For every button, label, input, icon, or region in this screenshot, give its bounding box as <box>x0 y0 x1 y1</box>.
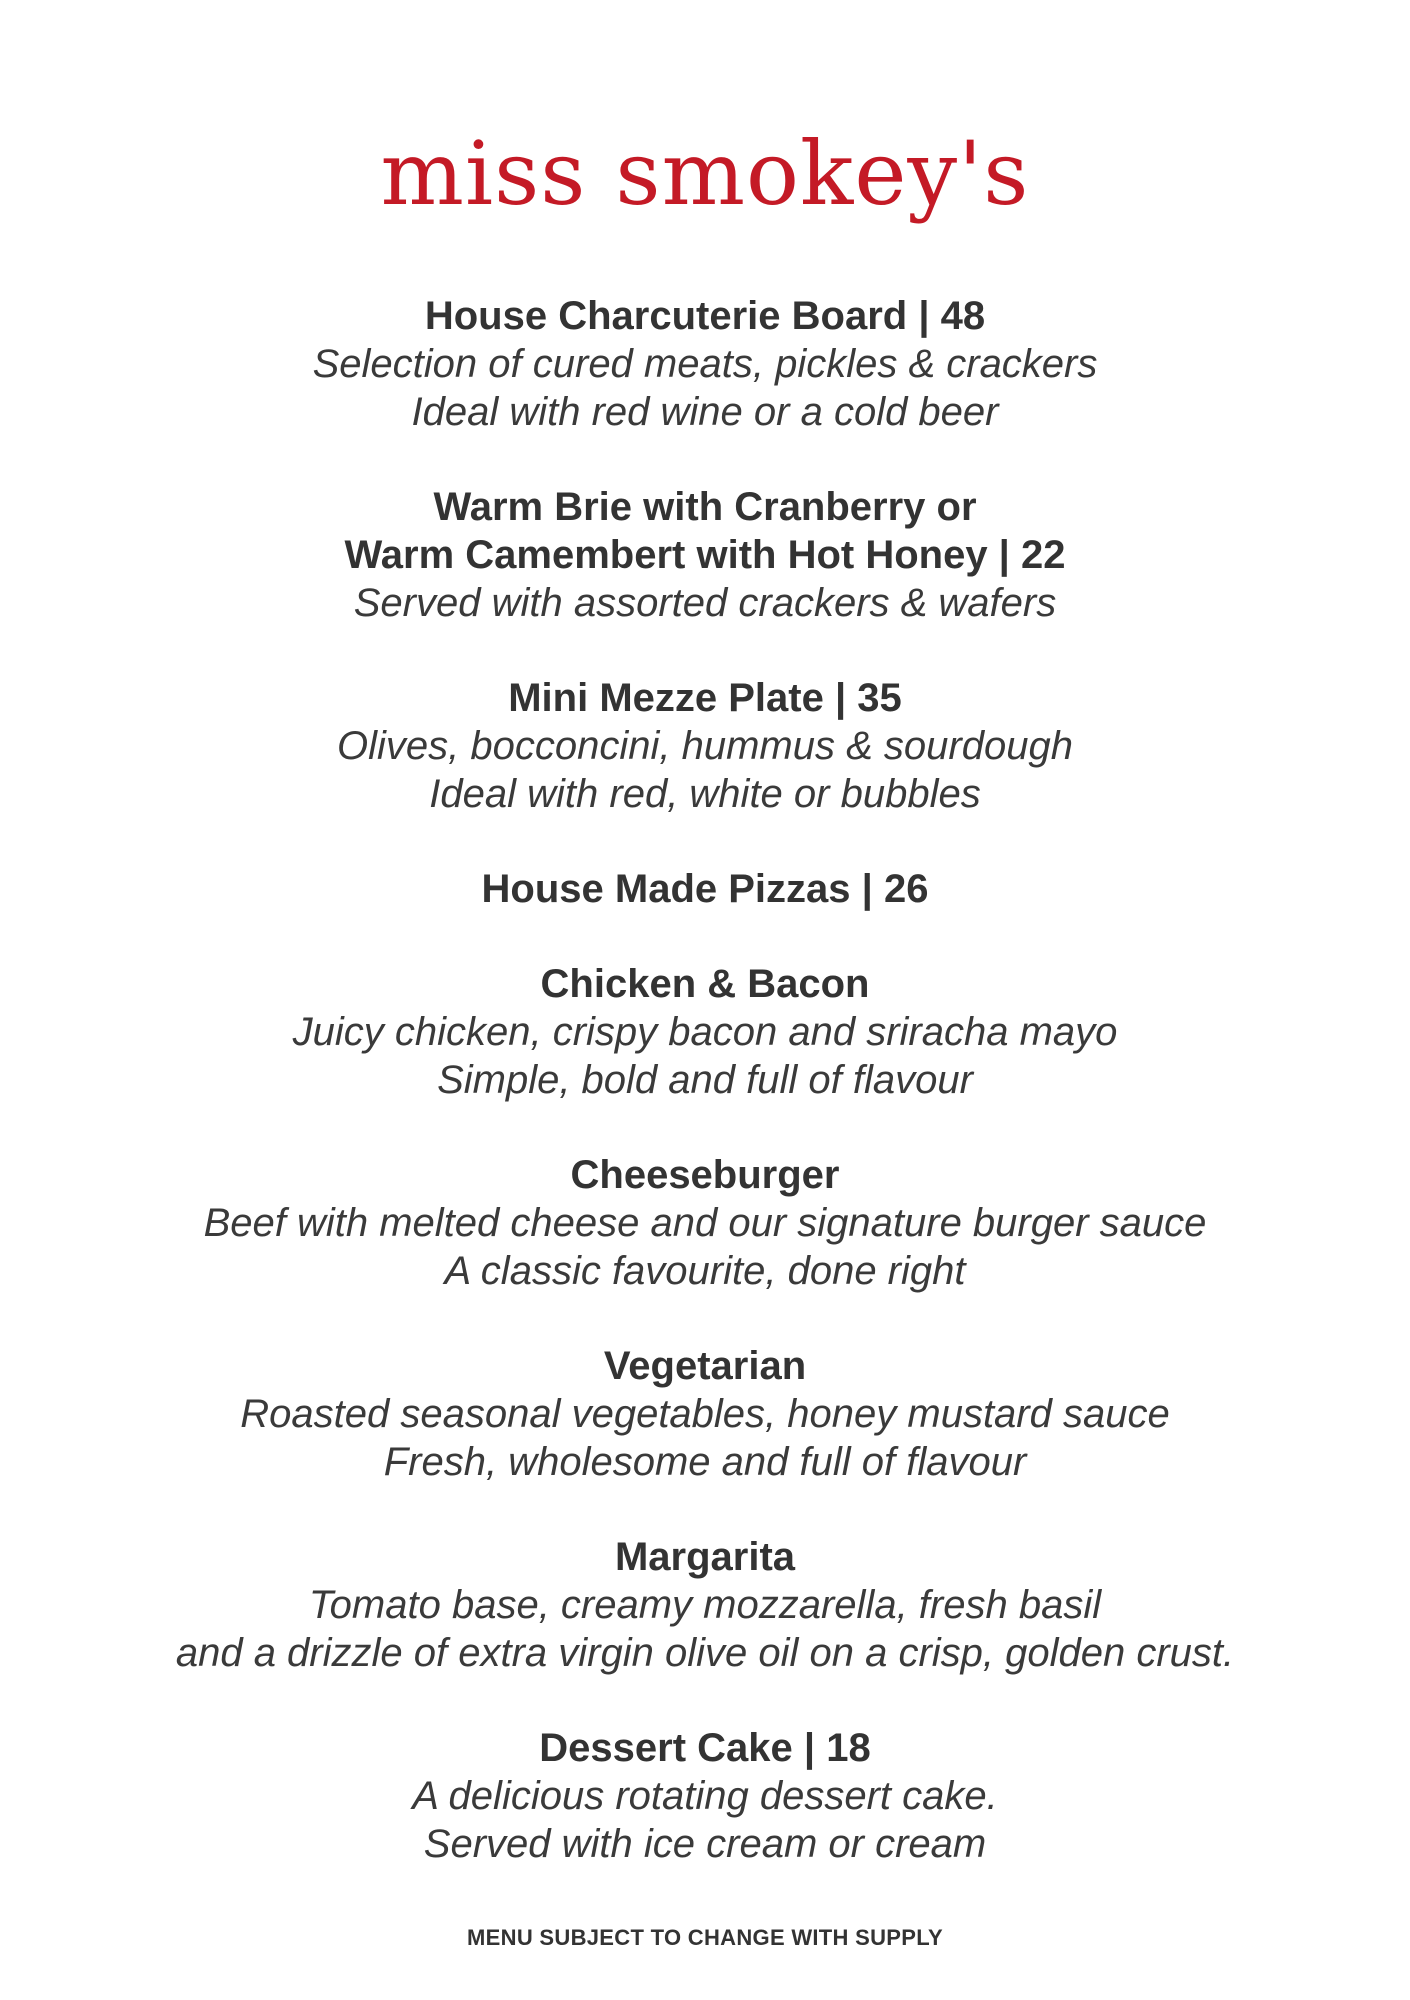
menu-item-cheeseburger <box>0 1151 1410 1295</box>
menu-item-description: Selection of cured meats, pickles & crackers <box>312 342 1098 386</box>
menu-item-description: A classic favourite, done right <box>444 1249 966 1293</box>
menu-item-title: Margarita <box>614 1535 796 1579</box>
menu-item-description: Ideal with red, white or bubbles <box>429 772 981 816</box>
menu-list <box>0 292 1410 1915</box>
menu-item-description: Fresh, wholesome and full of flavour <box>383 1440 1027 1484</box>
menu-item-chicken-bacon <box>0 960 1410 1104</box>
menu-item-mezze <box>0 674 1410 818</box>
menu-item-description: Tomato base, creamy mozzarella, fresh basil <box>308 1583 1102 1627</box>
menu-item-description: Roasted seasonal vegetables, honey mustard sauce <box>240 1392 1170 1436</box>
menu-item-description: Served with ice cream or cream <box>423 1822 987 1866</box>
menu-item-dessert-cake <box>0 1724 1410 1868</box>
menu-item-title: Warm Camembert with Hot Honey | 22 <box>344 533 1066 577</box>
menu-item-description: and a drizzle of extra virgin olive oil on a crisp, golden crust. <box>175 1631 1235 1675</box>
menu-item-description: A delicious rotating dessert cake. <box>412 1774 998 1818</box>
brand-logo: miss smokey's <box>380 122 1030 225</box>
menu-item-title: Chicken & Bacon <box>540 962 870 1006</box>
menu-section-title: House Made Pizzas | 26 <box>481 867 929 911</box>
menu-item-description: Served with assorted crackers & wafers <box>353 581 1057 625</box>
menu-item-vegetarian <box>0 1342 1410 1486</box>
menu-item-title: Warm Brie with Cranberry or <box>433 485 977 529</box>
menu-item-description: Olives, bocconcini, hummus & sourdough <box>337 724 1073 768</box>
menu-item-title: Dessert Cake | 18 <box>539 1726 871 1770</box>
menu-item-margarita <box>0 1533 1410 1677</box>
menu-item-title: House Charcuterie Board | 48 <box>424 294 986 338</box>
menu-item-charcuterie <box>0 292 1410 436</box>
menu-disclaimer: MENU SUBJECT TO CHANGE WITH SUPPLY <box>467 1925 943 1950</box>
menu-item-title: Vegetarian <box>603 1344 807 1388</box>
menu-item-title: Mini Mezze Plate | 35 <box>508 676 902 720</box>
menu-item-description: Ideal with red wine or a cold beer <box>411 390 999 434</box>
menu-item-brie-camembert <box>0 483 1410 627</box>
menu-item-description: Simple, bold and full of flavour <box>437 1058 973 1102</box>
menu-item-title: Cheeseburger <box>570 1153 840 1197</box>
menu-section-pizzas <box>0 865 1410 913</box>
menu-item-description: Juicy chicken, crispy bacon and sriracha mayo <box>292 1010 1118 1054</box>
menu-item-description: Beef with melted cheese and our signature burger sauce <box>203 1201 1207 1245</box>
